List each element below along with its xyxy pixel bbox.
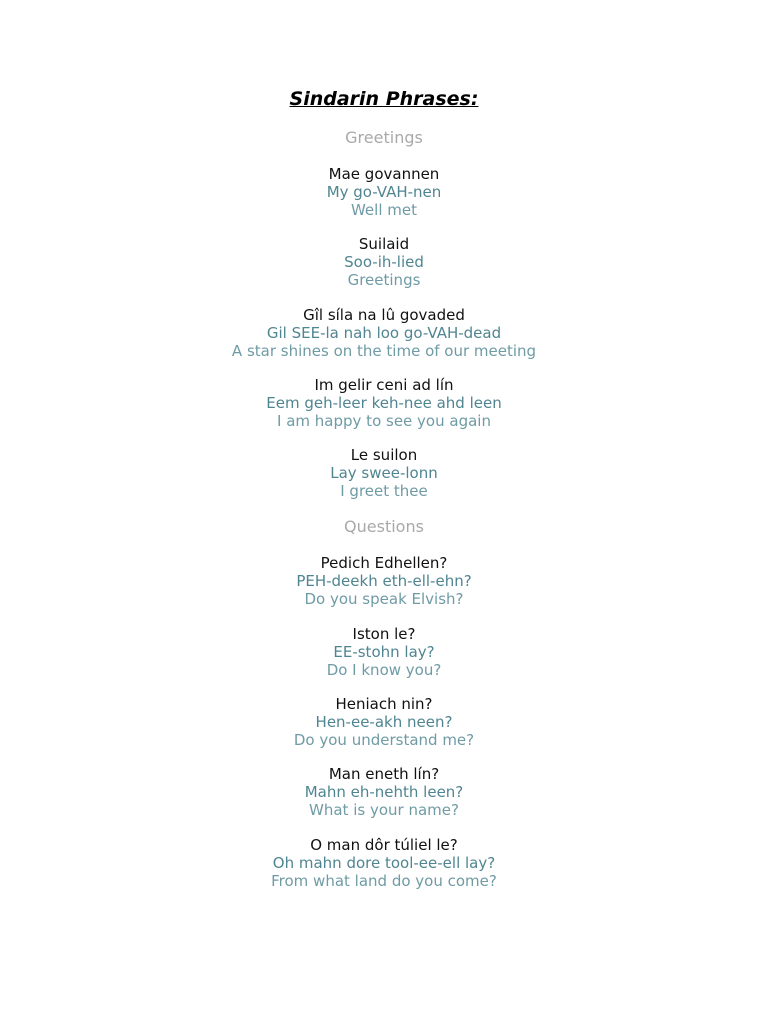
sindarin-phrase: Suilaid	[358, 235, 410, 253]
phrase-block	[0, 836, 768, 890]
sindarin-phrase: Im gelir ceni ad lín	[314, 376, 454, 394]
sindarin-phrase: Pedich Edhellen?	[320, 554, 448, 572]
pronunciation: Soo-ih-lied	[344, 253, 424, 271]
translation: What is your name?	[309, 801, 459, 819]
pronunciation: PEH-deekh eth-ell-ehn?	[296, 572, 472, 590]
translation: From what land do you come?	[271, 872, 497, 890]
phrase-block	[0, 306, 768, 360]
phrase-block	[0, 446, 768, 500]
pronunciation: EE-stohn lay?	[333, 643, 435, 661]
pronunciation: Eem geh-leer keh-nee ahd leen	[266, 394, 502, 412]
section-heading-greetings: Greetings	[345, 128, 423, 147]
sindarin-phrase: Gîl síla na lû govaded	[303, 306, 465, 324]
sindarin-phrase: Le suilon	[350, 446, 418, 464]
translation: A star shines on the time of our meeting	[231, 342, 537, 360]
sindarin-phrase: Man eneth lín?	[328, 765, 440, 783]
translation: Greetings	[347, 271, 421, 289]
phrase-block	[0, 554, 768, 608]
page-title: Sindarin Phrases:	[289, 88, 479, 110]
pronunciation: Oh mahn dore tool-ee-ell lay?	[272, 854, 496, 872]
phrase-block	[0, 376, 768, 430]
phrase-block	[0, 695, 768, 749]
translation: Do you speak Elvish?	[304, 590, 464, 608]
pronunciation: Hen-ee-akh neen?	[315, 713, 453, 731]
pronunciation: Gil SEE-la nah loo go-VAH-dead	[266, 324, 502, 342]
phrase-block	[0, 165, 768, 219]
section-heading-questions: Questions	[344, 517, 424, 536]
sindarin-phrase: Mae govannen	[328, 165, 440, 183]
phrase-block	[0, 235, 768, 289]
sindarin-phrase: Iston le?	[352, 625, 416, 643]
sindarin-phrase: O man dôr túliel le?	[310, 836, 458, 854]
pronunciation: Mahn eh-nehth leen?	[304, 783, 464, 801]
sindarin-phrase: Heniach nin?	[335, 695, 433, 713]
translation: I am happy to see you again	[277, 412, 491, 430]
translation: I greet thee	[340, 482, 428, 500]
translation: Do you understand me?	[293, 731, 475, 749]
phrase-block	[0, 625, 768, 679]
pronunciation: Lay swee-lonn	[330, 464, 438, 482]
translation: Do I know you?	[326, 661, 442, 679]
translation: Well met	[350, 201, 417, 219]
phrase-block	[0, 765, 768, 819]
pronunciation: My go-VAH-nen	[326, 183, 442, 201]
